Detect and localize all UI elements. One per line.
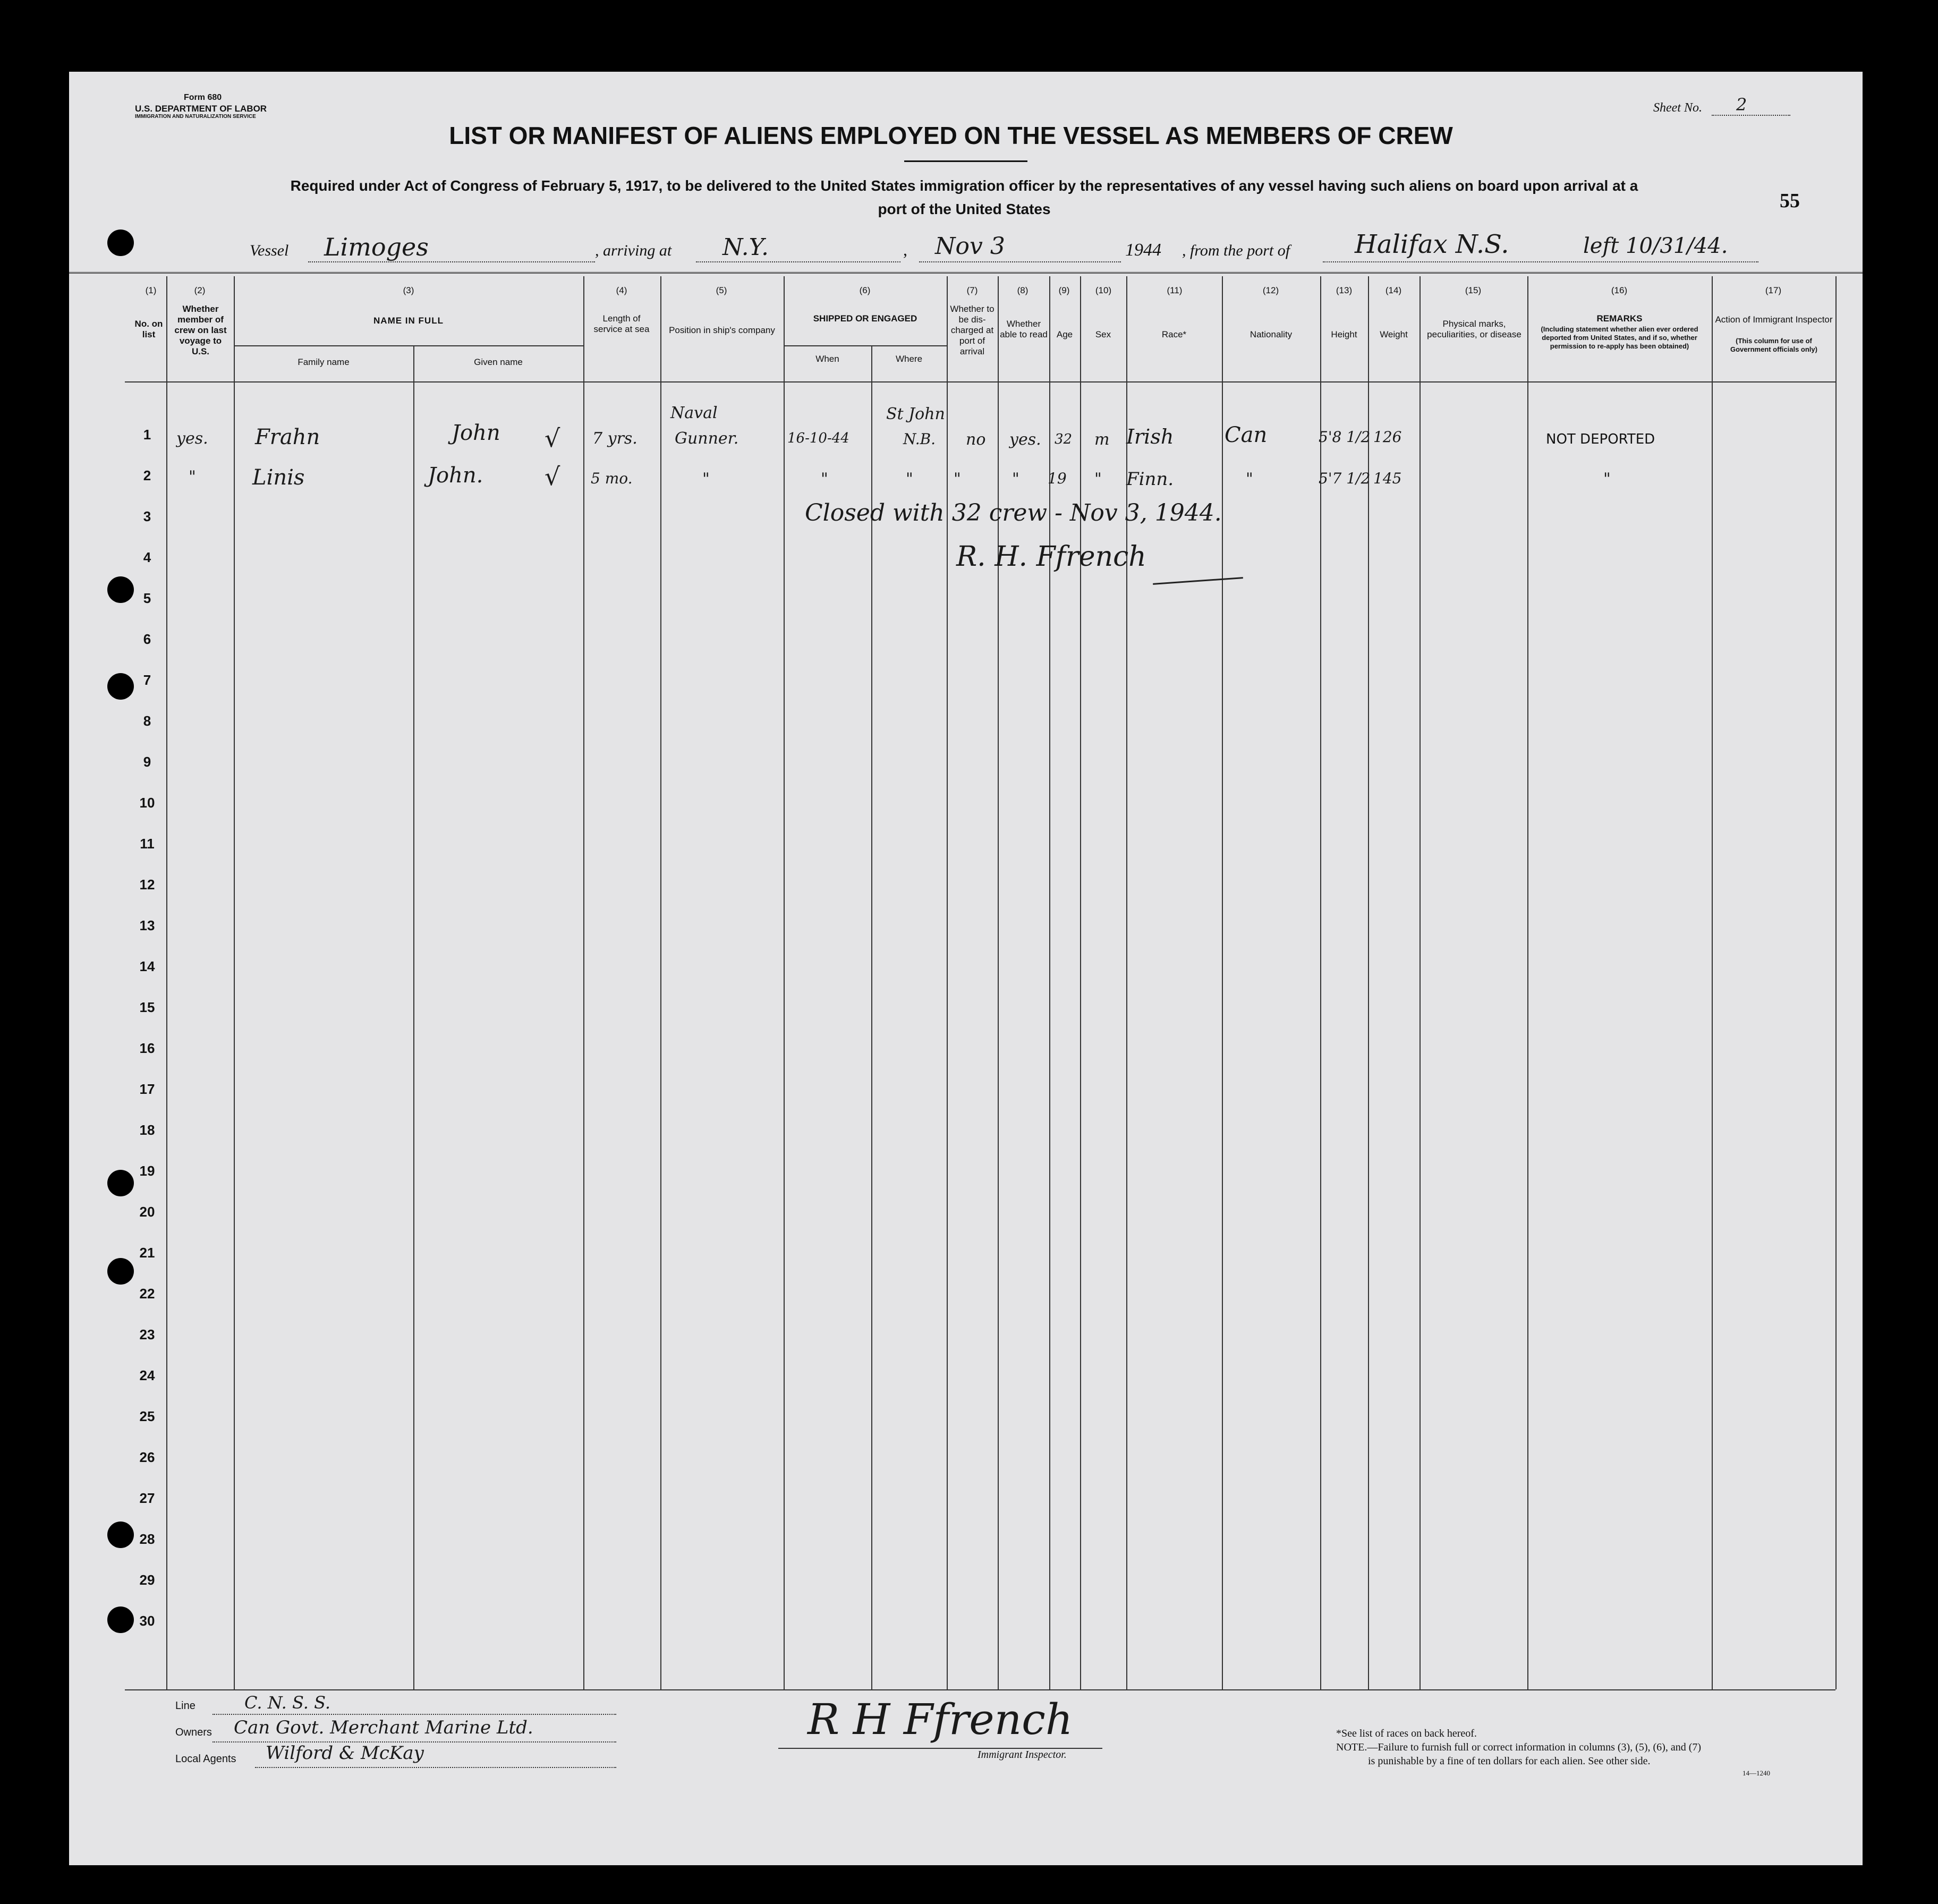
cell-where-2: ": [906, 470, 913, 488]
row-number: 15: [139, 999, 155, 1015]
arrival-date-line: [919, 261, 1121, 262]
from-port-line: [1323, 261, 1758, 262]
col-header-given: Given name: [474, 357, 523, 367]
col-header-service: Length of service at sea: [593, 313, 650, 334]
row-number: 18: [139, 1122, 155, 1138]
table-header-border: [125, 381, 1835, 382]
cell-remarks: NOT DEPORTED: [1546, 431, 1655, 447]
cell-when: 16-10-44: [787, 430, 849, 446]
cell-nationality: Can: [1225, 423, 1268, 447]
arriving-port: N.Y.: [722, 234, 769, 261]
col-header-no: No. on list: [134, 319, 163, 339]
row-number: 2: [143, 468, 151, 483]
col-num-9: (9): [1058, 285, 1070, 295]
column-divider: [1320, 276, 1321, 1689]
punch-hole: [107, 576, 134, 603]
row-number: 25: [139, 1408, 155, 1424]
row-number: 13: [139, 917, 155, 933]
column-divider: [1049, 276, 1050, 1689]
cell-service: 5 mo.: [591, 470, 633, 487]
row-number: 8: [143, 713, 151, 729]
departure-date: left 10/31/44.: [1583, 234, 1728, 258]
col-num-5: (5): [716, 285, 727, 295]
column-divider: [1080, 276, 1081, 1689]
row-number: 1: [143, 427, 151, 443]
cell-read: yes.: [1009, 430, 1041, 449]
manifest-subtitle: [149, 174, 1780, 221]
cell-given-name: John.: [428, 463, 483, 488]
row-number: 7: [143, 672, 151, 688]
comma: ,: [903, 240, 907, 259]
department-name: U.S. DEPARTMENT OF LABOR: [135, 104, 267, 114]
cell-sex: ": [1094, 470, 1102, 488]
arriving-label: , arriving at: [595, 242, 672, 259]
row-number: 30: [139, 1613, 155, 1629]
col-num-7: (7): [966, 285, 978, 295]
agents-value: Wilford & McKay: [266, 1742, 424, 1764]
cell-when: ": [821, 470, 828, 488]
col-num-2: (2): [194, 285, 206, 295]
col-header-family: Family name: [298, 357, 350, 367]
col-header-remarks-sub: (Including statement whether alien ever ordered deported from United States, and if so, whether permission to re-apply has been obtained): [1541, 325, 1698, 350]
subtitle-line-1: Required under Act of Congress of February 5, 1917, to be delivered to the United States immigration officer by the representatives of any vessel having such aliens on board upon arrival at a: [290, 177, 1638, 194]
column-divider: [660, 276, 661, 1689]
manifest-title: LIST OR MANIFEST OF ALIENS EMPLOYED ON THE VESSEL AS MEMBERS OF CREW: [449, 122, 1453, 149]
cell-last-voyage: yes.: [176, 429, 208, 448]
column-divider: [784, 276, 785, 1689]
col-num-12: (12): [1262, 285, 1279, 295]
service-name: IMMIGRATION AND NATURALIZATION SERVICE: [135, 114, 256, 120]
cell-sex: m: [1094, 430, 1110, 449]
owners-value: Can Govt. Merchant Marine Ltd.: [234, 1717, 533, 1738]
col-header-discharged: Whether to be dis-charged at port of arrival: [950, 304, 994, 356]
arrival-date: Nov 3: [935, 233, 1005, 260]
col-num-11: (11): [1167, 285, 1183, 295]
cell-given-name: John: [452, 421, 500, 445]
footer-note-1: *See list of races on back hereof.: [1336, 1728, 1477, 1739]
punch-hole: [107, 1258, 134, 1285]
line-value: C. N. S. S.: [244, 1693, 331, 1713]
column-divider: [1368, 276, 1369, 1689]
col-header-position: Position in ship's company: [669, 325, 775, 335]
row-number: 3: [143, 508, 151, 524]
check-mark: √: [545, 424, 560, 453]
sheet-no-line: [1712, 115, 1790, 116]
col-header-height: Height: [1331, 329, 1357, 339]
cell-position-2: ": [702, 470, 710, 488]
sheet-no-value: 2: [1736, 95, 1747, 115]
col-num-14: (14): [1385, 285, 1402, 295]
row-number: 22: [139, 1286, 155, 1302]
subtitle-line-2: port of the United States: [878, 201, 1051, 217]
punch-hole: [107, 230, 134, 256]
col-header-name: NAME IN FULL: [373, 316, 444, 326]
row-number: 16: [139, 1040, 155, 1056]
col-header-where: Where: [895, 354, 923, 364]
cell-family-name: Frahn: [255, 425, 320, 449]
col-header-shipped: SHIPPED OR ENGAGED: [813, 313, 917, 324]
arriving-port-line: [696, 261, 900, 262]
column-divider: [583, 276, 584, 1689]
column-divider: [166, 276, 167, 1689]
punch-hole: [107, 1606, 134, 1633]
vessel-name: Limoges: [324, 233, 429, 261]
col-header-nationality: Nationality: [1250, 329, 1293, 339]
col-header-read: Whether able to read: [1000, 319, 1048, 339]
row-number: 29: [139, 1572, 155, 1588]
col-header-last-voyage: Whether member of crew on last voyage to U.S.: [174, 304, 227, 356]
col-header-sex: Sex: [1095, 329, 1111, 339]
col-num-13: (13): [1336, 285, 1353, 295]
col-num-1: (1): [145, 285, 157, 295]
punch-hole: [107, 1170, 134, 1196]
cell-position-2: Gunner.: [675, 429, 739, 448]
agents-label: Local Agents: [175, 1753, 236, 1765]
cell-age: 19: [1048, 470, 1067, 487]
col-header-physical: Physical marks, peculiarities, or disease: [1427, 319, 1522, 339]
inspector-signature: R H Ffrench: [808, 1695, 1073, 1744]
owners-label: Owners: [175, 1727, 212, 1738]
column-divider: [1835, 276, 1837, 1689]
closing-signature: R. H. Ffrench: [956, 541, 1146, 573]
cell-nationality: ": [1246, 470, 1253, 488]
cell-age: 32: [1055, 431, 1073, 447]
form-number: Form 680: [184, 93, 222, 102]
cell-last-voyage: ": [189, 468, 196, 486]
cell-family-name: Linis: [252, 465, 305, 490]
punch-hole: [107, 673, 134, 700]
row-number: 4: [143, 549, 151, 565]
line-label: Line: [175, 1700, 196, 1712]
row-number: 20: [139, 1204, 155, 1220]
cell-weight: 126: [1373, 428, 1402, 446]
print-code: 14—1240: [1742, 1769, 1770, 1777]
cell-service: 7 yrs.: [592, 429, 638, 448]
cell-weight: 145: [1373, 470, 1402, 487]
column-divider: [234, 276, 235, 1689]
table-bottom-border: [125, 1689, 1835, 1690]
column-divider: [998, 276, 999, 1689]
title-rule: [904, 160, 1027, 162]
inspector-label: Immigrant Inspector.: [978, 1749, 1067, 1761]
cell-race: Finn.: [1126, 469, 1174, 490]
row-number: 9: [143, 754, 151, 770]
row-number: 5: [143, 590, 151, 606]
col-header-action-sub: (This column for use of Government officials only): [1730, 337, 1817, 353]
column-divider: [871, 345, 872, 1689]
col-header-when: When: [815, 354, 839, 364]
cell-where-1: St John: [886, 405, 945, 423]
cell-discharged: no: [966, 430, 986, 449]
cell-position-1: Naval: [670, 404, 718, 422]
arrival-year: 1944: [1125, 240, 1161, 260]
row-number: 17: [139, 1081, 155, 1097]
col-num-3: (3): [403, 285, 414, 295]
row-number: 19: [139, 1163, 155, 1179]
from-port: Halifax N.S.: [1355, 230, 1509, 259]
column-divider: [1527, 276, 1528, 1689]
col-num-10: (10): [1095, 285, 1112, 295]
footer-note-2: NOTE.—Failure to furnish full or correct information in columns (3), (5), (6), and (7): [1336, 1741, 1702, 1753]
col-num-8: (8): [1017, 285, 1028, 295]
cell-remarks: ": [1603, 470, 1611, 488]
from-port-label: , from the port of: [1182, 242, 1290, 259]
column-divider: [1222, 276, 1223, 1689]
cell-read: ": [1012, 470, 1019, 488]
vessel-label: Vessel: [250, 242, 289, 259]
closing-note: Closed with 32 crew - Nov 3, 1944.: [805, 499, 1222, 526]
row-number: 10: [139, 795, 155, 811]
line-underline: [212, 1714, 616, 1715]
col-num-6: (6): [859, 285, 871, 295]
cell-race: Irish: [1126, 425, 1174, 448]
row-number: 21: [139, 1245, 155, 1261]
agents-underline: [255, 1767, 616, 1768]
col-header-race: Race*: [1161, 329, 1187, 339]
column-divider: [1712, 276, 1713, 1689]
col-num-4: (4): [616, 285, 627, 295]
name-header-rule: [234, 345, 583, 346]
row-number: 12: [139, 877, 155, 892]
column-divider: [1420, 276, 1421, 1689]
sheet-no-label: Sheet No.: [1653, 101, 1702, 115]
shipped-header-rule: [784, 345, 947, 346]
page-number: 55: [1780, 190, 1800, 212]
punch-hole: [107, 1522, 134, 1548]
row-number: 6: [143, 631, 151, 647]
cell-height: 5'8 1/2: [1319, 428, 1371, 446]
col-num-17: (17): [1765, 285, 1782, 295]
column-divider: [947, 276, 948, 1689]
column-divider: [413, 345, 414, 1689]
cell-where-2: N.B.: [903, 430, 936, 448]
footer-note-3: is punishable by a fine of ten dollars for each alien. See other side.: [1368, 1755, 1651, 1767]
cell-height: 5'7 1/2: [1319, 470, 1371, 487]
row-number: 11: [140, 836, 155, 852]
row-number: 24: [139, 1367, 155, 1383]
col-num-16: (16): [1611, 285, 1628, 295]
col-header-age: Age: [1056, 329, 1073, 339]
row-number: 26: [139, 1449, 155, 1465]
row-number: 14: [139, 958, 155, 974]
col-header-remarks: REMARKS: [1596, 313, 1643, 324]
vessel-name-line: [308, 261, 595, 262]
cell-discharged: ": [954, 470, 961, 488]
col-header-weight: Weight: [1380, 329, 1408, 339]
col-header-action: Action of Immigrant Inspector: [1715, 314, 1833, 325]
row-number: 23: [139, 1327, 155, 1342]
row-number: 28: [139, 1531, 155, 1547]
col-num-15: (15): [1465, 285, 1482, 295]
row-number: 27: [139, 1490, 155, 1506]
table-top-border: [69, 272, 1863, 274]
check-mark: √: [545, 462, 560, 491]
